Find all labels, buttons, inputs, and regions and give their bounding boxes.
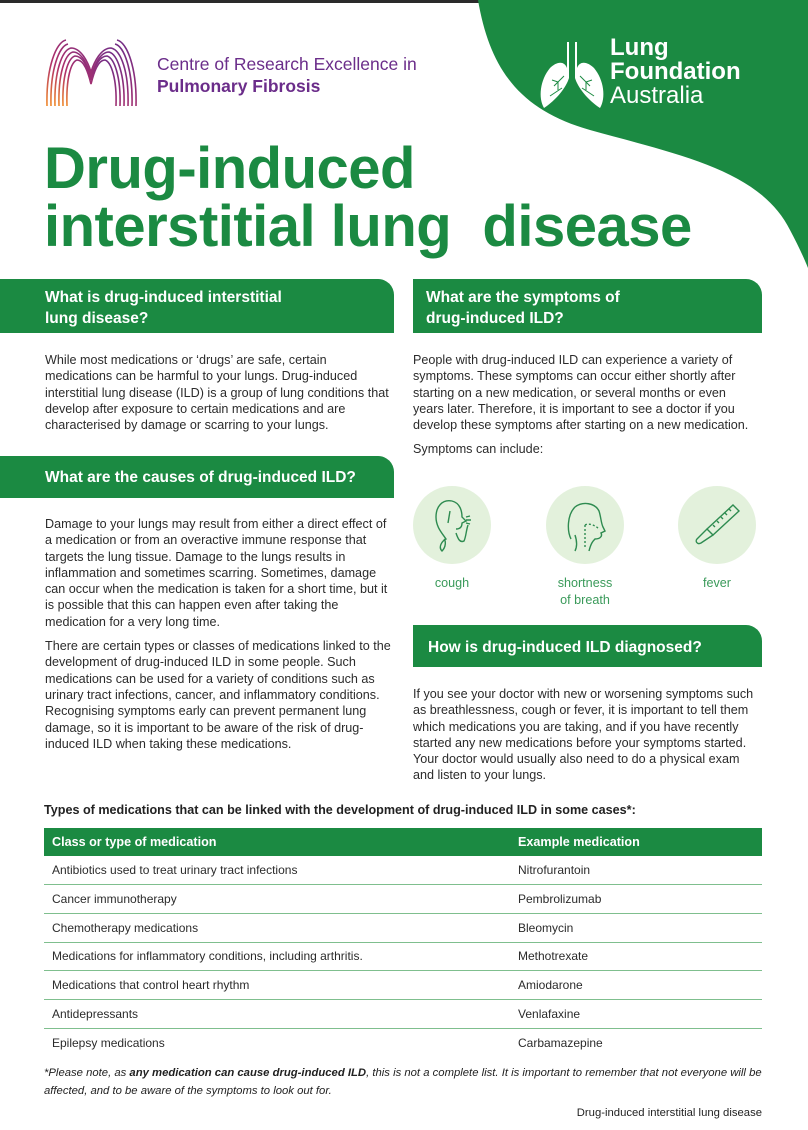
page-title bbox=[44, 136, 692, 259]
symptom-fever bbox=[667, 486, 767, 592]
core-logo-line1: Centre of Research Excellence in bbox=[157, 54, 417, 74]
table-header-row bbox=[44, 828, 762, 856]
core-logo-line2: Pulmonary Fibrosis bbox=[157, 76, 321, 96]
table-row bbox=[44, 856, 762, 885]
section-heading-what-is bbox=[0, 279, 394, 333]
section-heading-symptoms bbox=[413, 279, 762, 333]
cell-example: Bleomycin bbox=[510, 913, 762, 942]
paragraph: People with drug-induced ILD can experience a variety of symptoms. These symptoms can occur either shortly after starting on a new medication, or several months or even years later. Therefore, it is important to see a doctor if you develop these symptoms after starting on a new medication. bbox=[413, 353, 749, 433]
heading-what-is-line2: lung disease? bbox=[45, 310, 149, 327]
table-row bbox=[44, 999, 762, 1028]
cell-class: Antidepressants bbox=[44, 999, 510, 1028]
note-bold: any medication can cause drug-induced ILD bbox=[129, 1067, 367, 1079]
heading-what-is-line1: What is drug-induced interstitial bbox=[45, 289, 282, 306]
symptom-label-line1: shortness bbox=[557, 576, 613, 590]
cell-class: Medications for inflammatory conditions, including arthritis. bbox=[44, 942, 510, 971]
note-suffix: , this is not a complete list. It is important to remember that not everyone will be affected, and to be aware of the symptoms to look out for. bbox=[44, 1067, 762, 1097]
table-row bbox=[44, 942, 762, 971]
paragraph: Damage to your lungs may result from either a direct effect of a medication or from an overactive immune response that targets the lung tissue. Damage to the lungs results in inflammation and sometimes scarring. Sometimes, damage can occur when the medication is taken for a short time, but it is possible that this can happen even after taking the medication for a very long time. bbox=[45, 517, 388, 629]
symptom-label bbox=[402, 575, 502, 592]
note-prefix: *Please note, as bbox=[44, 1067, 130, 1079]
core-logo-text bbox=[157, 53, 417, 97]
cough-icon bbox=[413, 486, 491, 564]
symptom-label-line1: cough bbox=[434, 576, 470, 590]
section-body-causes bbox=[45, 516, 395, 760]
column-header-example: Example medication bbox=[510, 828, 762, 856]
cell-example: Pembrolizumab bbox=[510, 885, 762, 914]
cell-class: Cancer immunotherapy bbox=[44, 885, 510, 914]
table-row bbox=[44, 913, 762, 942]
cell-class: Medications that control heart rhythm bbox=[44, 971, 510, 1000]
symptom-label-line2: of breath bbox=[560, 593, 610, 607]
cell-class: Antibiotics used to treat urinary tract infections bbox=[44, 856, 510, 885]
table-title: Types of medications that can be linked with the development of drug-induced ILD in some cases*: bbox=[44, 803, 636, 817]
section-heading-causes bbox=[0, 456, 394, 498]
table-row bbox=[44, 885, 762, 914]
section-body-diagnosed bbox=[413, 686, 763, 792]
thermometer-icon bbox=[678, 486, 756, 564]
paragraph: If you see your doctor with new or worsening symptoms such as breathlessness, cough or fever, it is important to tell them which medications you are taking, and if you have recently started any new medications before your symptoms started. Your doctor would usually also need to do a physical exam and listen to your lungs. bbox=[413, 687, 754, 783]
lfa-line2: Foundation bbox=[610, 58, 741, 85]
symptom-cough bbox=[402, 486, 502, 592]
cell-example: Nitrofurantoin bbox=[510, 856, 762, 885]
cell-example: Methotrexate bbox=[510, 942, 762, 971]
lung-foundation-logo-text bbox=[610, 36, 741, 108]
cell-example: Carbamazepine bbox=[518, 1035, 603, 1050]
cell-class: Epilepsy medications bbox=[52, 1035, 165, 1050]
heading-symptoms-line2: drug-induced ILD? bbox=[426, 310, 564, 327]
paragraph: While most medications or ‘drugs’ are safe, certain medications can be harmful to your lungs. Drug-induced interstitial lung disease (ILD) is a group of lung conditions that develop after exposure to certain medications and are characterised by damage or scarring to your lungs. bbox=[45, 353, 389, 433]
cell-example: Venlafaxine bbox=[510, 999, 762, 1028]
section-body-what-is bbox=[45, 352, 395, 441]
lfa-line3: Australia bbox=[610, 82, 704, 109]
symptom-label-line1: fever bbox=[703, 576, 731, 590]
cell-example: Amiodarone bbox=[510, 971, 762, 1000]
section-heading-diagnosed bbox=[413, 625, 762, 667]
core-pulmonary-fibrosis-logo-icon bbox=[44, 38, 139, 108]
symptom-label bbox=[535, 575, 635, 609]
heading-symptoms-line1: What are the symptoms of bbox=[426, 289, 620, 306]
symptom-label bbox=[667, 575, 767, 592]
page-footer: Drug-induced interstitial lung disease bbox=[576, 1107, 762, 1119]
section-body-symptoms bbox=[413, 352, 758, 466]
table-row bbox=[44, 971, 762, 1000]
lung-foundation-lungs-icon bbox=[536, 38, 608, 110]
cell-class: Chemotherapy medications bbox=[44, 913, 510, 942]
table-row bbox=[44, 1028, 762, 1057]
title-line2: interstitial lung disease bbox=[44, 194, 692, 259]
heading-diagnosed-line1: How is drug-induced ILD diagnosed? bbox=[428, 639, 702, 656]
symptom-shortness-of-breath bbox=[535, 486, 635, 609]
disclaimer-note bbox=[44, 1064, 764, 1100]
title-line1: Drug-induced bbox=[44, 136, 415, 201]
shortness-of-breath-icon bbox=[546, 486, 624, 564]
column-header-class: Class or type of medication bbox=[44, 828, 510, 856]
heading-causes-line1: What are the causes of drug-induced ILD? bbox=[45, 469, 356, 486]
paragraph: There are certain types or classes of medications linked to the development of drug-induced ILD in some people. Such medications can be used for a variety of conditions such as urinary tract infections, cancer, and inflammatory conditions. Recognising symptoms early can prevent permanent lung damage, so it is important to be aware of the risk of drug-induced ILD when taking these medications. bbox=[45, 639, 391, 751]
medications-table bbox=[44, 828, 762, 1057]
lfa-line1: Lung bbox=[610, 34, 669, 61]
symptoms-intro: Symptoms can include: bbox=[413, 442, 544, 457]
